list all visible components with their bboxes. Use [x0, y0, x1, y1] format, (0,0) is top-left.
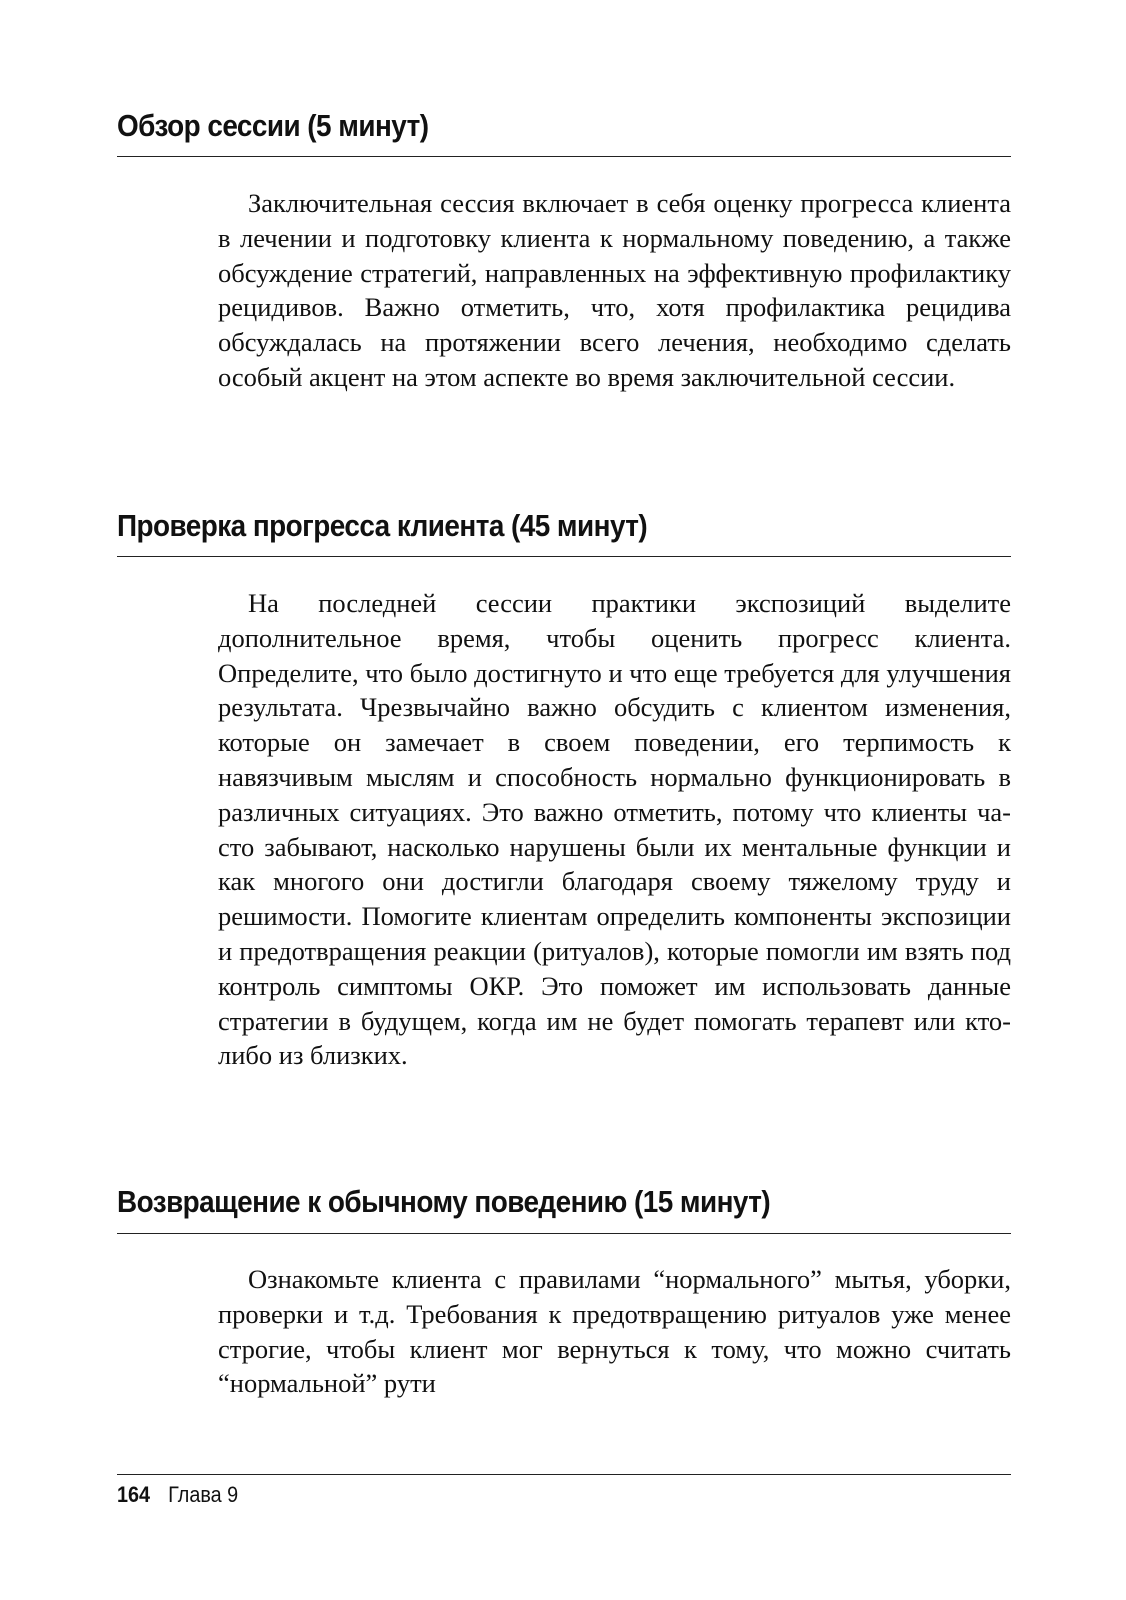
heading-underline [117, 556, 1011, 557]
paragraph-session-overview: Заключительная сессия включает в себя оценку прогресса клиента в лечении и подготовку клиента к нормальному поведению, а также обсуждение стратегий, направленных на эффективную профилактику рецидивов. Важно отметить, что, хотя профилактика рецидива обсуждалась на протяжении всего лечения, необходимо сделать особый акцент на этом аспекте во время заключительной сессии. [218, 188, 1011, 392]
chapter-label: Глава 9 [168, 1482, 239, 1507]
section-heading-return-to-normal: Возвращение к обычному поведению (15 минут) [117, 1184, 771, 1219]
footer-rule [117, 1474, 1011, 1475]
heading-underline [117, 1233, 1011, 1234]
section-heading-session-overview: Обзор сессии (5 минут) [117, 108, 429, 143]
paragraph-client-progress: На последней сессии практики экспозиций выделите дополнительное время, чтобы оценить прогресс клиента. Определите, что было достигнуто и что еще требуется для улучшения результата. Чрезвычайно важно обсудить с клиентом изменения, которые он замечает в своем поведении, его терпимость к навязчивым мыслям и способность нормально функционировать в различных ситуациях. Это важно отметить, потому что клиенты часто забывают, насколько нарушены были их ментальные функции и как многого они достигли благодаря своему тяжелому труду и решимости. Помогите клиентам определить компоненты экспозиции и предотвращения реакции (ритуалов), которые помогли им взять под контроль симптомы ОКР. Это поможет им использовать данные стратегии в будущем, когда им не будет помогать терапевт или кто-либо из близких. [218, 588, 1011, 1071]
page-footer [117, 1480, 238, 1510]
paragraph-return-to-normal: Ознакомьте клиента с правилами “нормального” мытья, уборки, проверки и т.д. Требования к предотвращению ритуалов уже менее строгие, чтобы клиент мог вернуться к тому, что можно считать “нормальной” рути [218, 1264, 1011, 1399]
heading-underline [117, 156, 1011, 157]
page-number: 164 [117, 1482, 151, 1507]
section-heading-client-progress: Проверка прогресса клиента (45 минут) [117, 508, 648, 543]
